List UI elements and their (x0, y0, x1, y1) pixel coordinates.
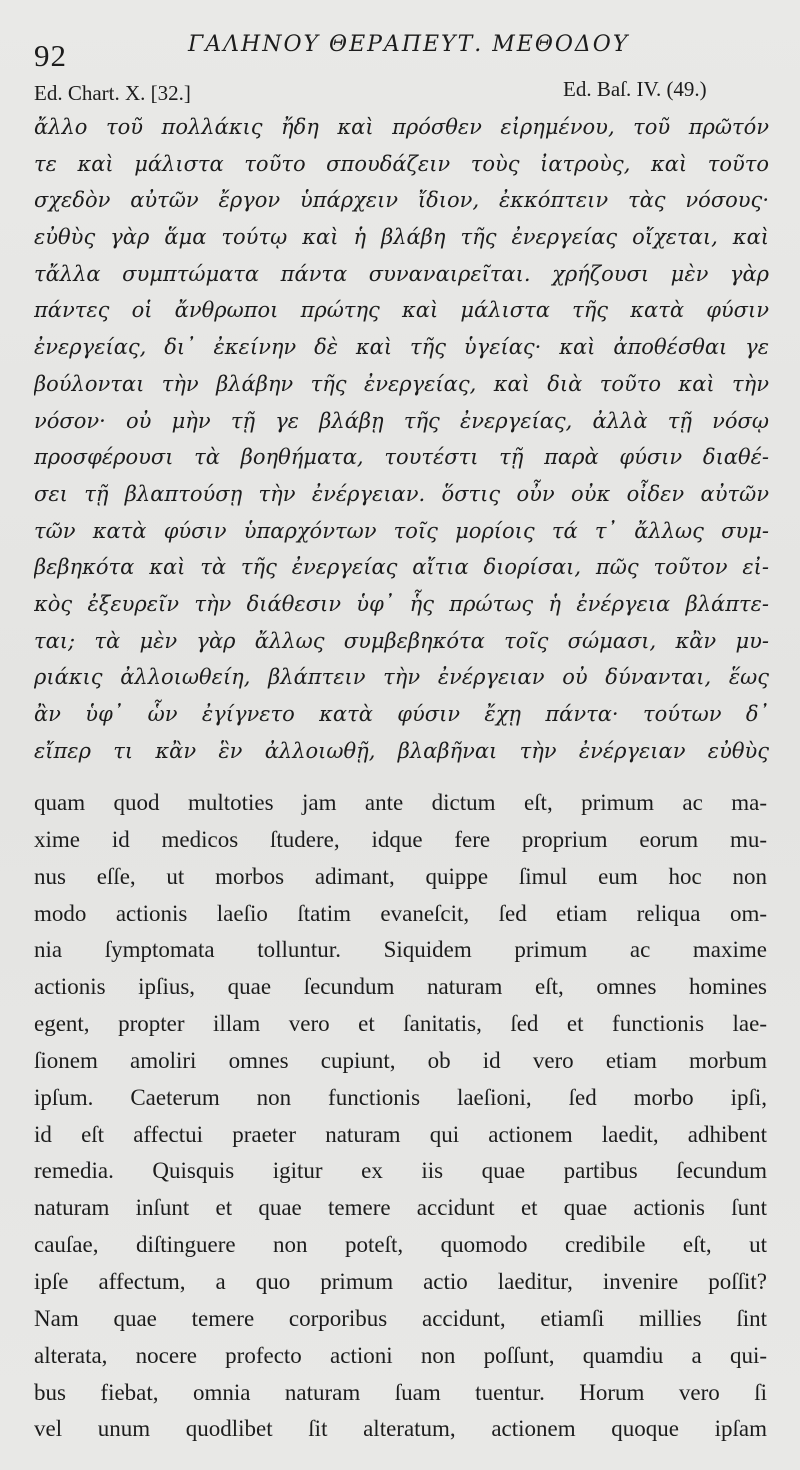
latin-line: nus eſſe, ut morbos adimant, quippe ſimul eum hoc non (34, 863, 767, 889)
running-title: ΓΑΛΗΝΟΥ ΘΕΡΑΠΕΥΤ. ΜΕΘΟΔΟΥ (188, 32, 630, 57)
greek-line: ριάκις ἀλλοιωθείη, βλάπτειν τὴν ἐνέργειαν οὐ δύνανται, ἕως (34, 665, 769, 690)
greek-line: τῶν κατὰ φύσιν ὑπαρχόντων τοῖς μορίοις τά τ᾽ ἄλλως συμ- (34, 518, 769, 543)
latin-line: ipſe affectum, a quo primum actio laeditur, invenire poſſit? (34, 1268, 767, 1294)
greek-line: πάντες οἱ ἄνθρωποι πρώτης καὶ μάλιστα τῆς κατὰ φύσιν (34, 298, 769, 323)
latin-line: remedia. Quisquis igitur ex iis quae partibus ſecundum (34, 1158, 767, 1184)
latin-line: ipſum. Caeterum non functionis laeſioni, ſed morbo ipſi, (34, 1084, 767, 1110)
latin-line: bus fiebat, omnia naturam ſuam tuentur. Horum vero ſi (34, 1379, 767, 1405)
latin-line: egent, propter illam vero et ſanitatis, ſed et functionis lae- (34, 1011, 767, 1037)
latin-line: ſionem amoliri omnes cupiunt, ob id vero etiam morbum (34, 1047, 767, 1073)
greek-line: ἄλλο τοῦ πολλάκις ἤδη καὶ πρόσθεν εἰρημένου, τοῦ πρῶτόν (34, 115, 769, 139)
greek-line: τε καὶ μάλιστα τοῦτο σπουδάζειν τοὺς ἰατροὺς, καὶ τοῦτο (34, 151, 769, 176)
greek-line: κὸς ἐξευρεῖν τὴν διάθεσιν ὑφ᾽ ἧς πρώτως ἡ ἐνέργεια βλάπτε- (34, 591, 769, 616)
greek-line: βούλονται τὴν βλάβην τῆς ἐνεργείας, καὶ διὰ τοῦτο καὶ τὴν (34, 371, 769, 396)
greek-line: βεβηκότα καὶ τὰ τῆς ἐνεργείας αἴτια διορίσαι, πῶς τοῦτον εἰ- (34, 555, 769, 580)
greek-line: τἄλλα συμπτώματα πάντα συναναιρεῖται. χρήζουσι μὲν γὰρ (34, 261, 769, 286)
latin-line: xime id medicos ſtudere, idque fere proprium eorum mu- (34, 826, 767, 852)
greek-line: εὐθὺς γὰρ ἅμα τούτῳ καὶ ἡ βλάβη τῆς ἐνεργείας οἴχεται, καὶ (34, 225, 769, 250)
latin-line: cauſae, diſtinguere non poteſt, quomodo credibile eſt, ut (34, 1232, 767, 1258)
latin-line: quam quod multoties jam ante dictum eſt, primum ac ma- (34, 790, 767, 815)
page-number: 92 (34, 38, 67, 73)
edition-reference-right: Ed. Baſ. IV. (49.) (563, 77, 707, 101)
latin-line: alterata, nocere profecto actioni non poſſunt, quamdiu a qui- (34, 1342, 767, 1368)
greek-line: σει τῇ βλαπτούσῃ τὴν ἐνέργειαν. ὅστις οὖν οὐκ οἶδεν αὐτῶν (34, 481, 769, 506)
latin-line: modo actionis laeſio ſtatim evaneſcit, ſed etiam reliqua om- (34, 900, 767, 926)
greek-line: ἂν ὑφ᾽ ὧν ἐγίγνετο κατὰ φύσιν ἔχῃ πάντα· τούτων δ᾽ (34, 702, 769, 726)
greek-line: νόσον· οὐ μὴν τῇ γε βλάβῃ τῆς ἐνεργείας, ἀλλὰ τῇ νόσῳ (34, 408, 769, 433)
latin-line: nia ſymptomata tolluntur. Siquidem primum ac maxime (34, 937, 767, 963)
latin-line: naturam inſunt et quae temere accidunt et quae actionis ſunt (34, 1195, 767, 1221)
latin-line: vel unum quodlibet ſit alteratum, actionem quoque ipſam (34, 1416, 767, 1442)
latin-text-block (34, 785, 767, 1448)
greek-line: ται; τὰ μὲν γὰρ ἄλλως συμβεβηκότα τοῖς σώμασι, κἂν μυ- (34, 628, 769, 653)
latin-line: id eſt affectui praeter naturam qui actionem laedit, adhibent (34, 1121, 767, 1147)
greek-line: σχεδὸν αὐτῶν ἔργον ὑπάρχειν ἴδιον, ἐκκόπτειν τὰς νόσους· (34, 188, 769, 213)
edition-reference-left: Ed. Chart. X. [32.] (34, 81, 191, 105)
greek-text-block (34, 109, 769, 769)
greek-line: προσφέρουσι τὰ βοηθήματα, τουτέστι τῇ παρὰ φύσιν διαθέ- (34, 445, 769, 470)
latin-line: Nam quae temere corporibus accidunt, etiamſi millies ſint (34, 1305, 767, 1331)
greek-line: εἴπερ τι κἂν ἓν ἀλλοιωθῇ, βλαβῆναι τὴν ἐνέργειαν εὐθὺς (34, 738, 769, 763)
latin-line: actionis ipſius, quae ſecundum naturam eſt, omnes homines (34, 974, 767, 1000)
greek-line: ἐνεργείας, δι᾽ ἐκείνην δὲ καὶ τῆς ὑγείας· καὶ ἀποθέσθαι γε (34, 335, 769, 360)
